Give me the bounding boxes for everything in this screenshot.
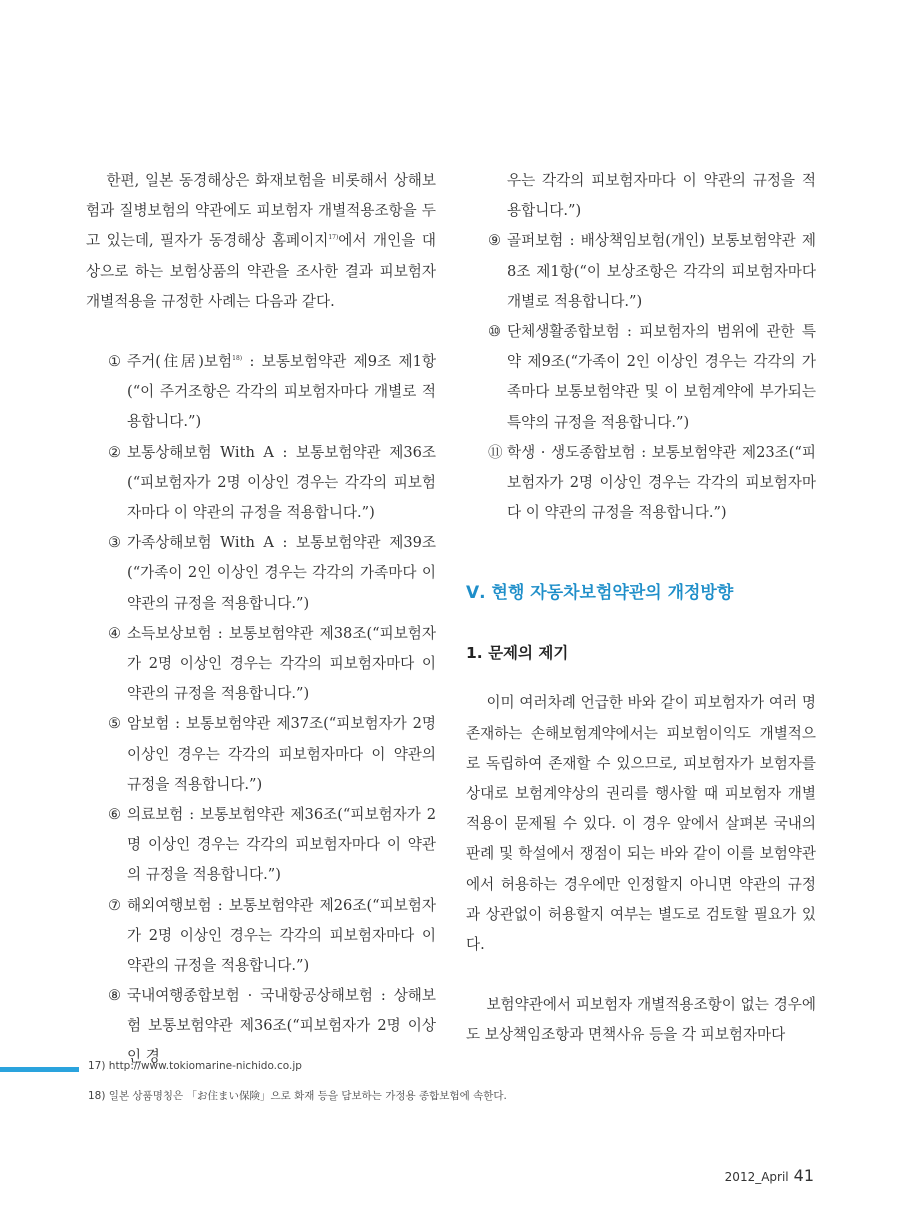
item-number: ⑧ [108,987,122,1005]
intro-text: 한편, 일본 동경해상은 화재보험을 비롯해서 상해보험과 질병보험의 약관에도 피보험자 개별적용조항을 두고 있는데, 필자가 동경해상 홈페이지 [86,172,436,250]
section-title: Ⅴ. 현행 자동차보험약관의 개정방향 [466,583,734,604]
issue-label: 2012_April [724,1170,789,1184]
item-number: ④ [108,624,122,642]
footnote-ref-18[interactable]: 18) [232,355,243,363]
item-text: 학생 · 생도종합보험 : 보통보험약관 제23조(“피보험자가 2명 이상인 경우는 각각의 피보험자마다 이 약관의 규정을 적용합니다.”) [507,443,816,522]
list-item [108,981,436,1072]
item-text: 암보험 : 보통보험약관 제37조(“피보험자가 2명 이상인 경우는 각각의 피보험자마다 이 약관의 규정을 적용합니다.”) [127,715,436,793]
intro-tail-text: 에서 개인을 대상으로 하는 보험상품의 약관을 조사한 결과 피보험자 개별적용을 규정한 사례는 다음과 같다. [86,232,436,310]
list-item [108,800,436,891]
item-number: ⑥ [108,806,122,824]
item-number: ③ [108,534,122,552]
item-number: ⑤ [108,715,122,733]
item-number: ⑨ [488,232,502,250]
intro-paragraph [86,166,436,317]
item-title: 주거(住居)보험 [127,353,233,371]
page-number: 41 [793,1166,814,1185]
item-text: 골퍼보험 : 배상책임보험(개인) 보통보험약관 제8조 제1항(“이 보상조항은 각각의 피보험자마다 개별로 적용합니다.”) [507,232,816,310]
item-number: ② [108,443,122,461]
item-number: ⑦ [108,896,122,914]
item-number: ⑩ [488,323,502,341]
list-item [108,438,436,529]
list-continuation: 우는 각각의 피보험자마다 이 약관의 규정을 적용합니다.”) [507,172,816,220]
list-item [108,709,436,800]
item-number: ① [108,353,122,371]
list-item [108,528,436,619]
list-item [108,891,436,982]
item-text: : 보통보험약관 제9조 제1항(“이 주거조항은 각각의 피보험자마다 개별로 적용합니다.”) [127,353,436,431]
item-text: 국내여행종합보험 · 국내항공상해보험 : 상해보험 보통보험약관 제36조(“피보험자가 2명 이상인 경 [127,987,436,1065]
left-column [86,166,436,1072]
list-item [488,317,816,438]
list-item [108,619,436,710]
footnote-17: 17) http://www.tokiomarine-nichido.co.jp [88,1060,302,1072]
item-text: 해외여행보험 : 보통보험약관 제26조(“피보험자가 2명 이상인 경우는 각각의 피보험자마다 이 약관의 규정을 적용합니다.”) [127,896,436,975]
footnote-18: 18) 일본 상품명칭은 「お住まい保険」으로 화재 등을 담보하는 가정용 종합보험에 속한다. [88,1090,507,1102]
list-item [488,226,816,317]
item-text: 가족상해보험 With A : 보통보험약관 제39조(“가족이 2인 이상인 경우는 각각의 가족마다 이 약관의 규정을 적용합니다.”) [127,534,436,612]
list-item [108,347,436,438]
product-list-left [86,347,436,1072]
page-footer [725,1166,814,1185]
product-list-right [466,226,816,528]
list-item [488,438,816,529]
right-column [466,166,816,1051]
item-text: 단체생활종합보험 : 피보험자의 범위에 관한 특약 제9조(“가족이 2인 이상인 경우는 각각의 가족마다 보통보험약관 및 이 보험계약에 부가되는 특약의 규정을 적용합니다.”) [507,323,816,431]
footnote-divider-bar [0,1067,79,1072]
item-text: 소득보상보험 : 보통보험약관 제38조(“피보험자가 2명 이상인 경우는 각각의 피보험자마다 이 약관의 규정을 적용합니다.”) [127,624,436,703]
footnote-ref-17[interactable]: 17) [328,234,339,242]
body-paragraph: 이미 여러차례 언급한 바와 같이 피보험자가 여러 명 존재하는 손해보험계약에서는 피보험이익도 개별적으로 독립하여 존재할 수 있으므로, 피보험자가 보험자를 상대로 보험계약상의 권리를 행사할 때 피보험자 개별적용이 문제될 수 있다. 이 경우 앞에서 살펴본 국내의 판례 및 학설에서 쟁점이 되는 바와 같이 이를 보험약관에서 허용하는 경우에만 인정할지 아니면 약관의 규정과 상관없이 허용할지 여부는 별도로 검토할 필요가 있다. [466,694,816,954]
subsection-title: 1. 문제의 제기 [466,644,569,663]
item-text: 의료보험 : 보통보험약관 제36조(“피보험자가 2명 이상인 경우는 각각의 피보험자마다 이 약관의 규정을 적용합니다.”) [127,806,436,884]
item-number: ⑪ [488,443,503,461]
item-text: 보통상해보험 With A : 보통보험약관 제36조(“피보험자가 2명 이상인 경우는 각각의 피보험자마다 이 약관의 규정을 적용합니다.”) [127,443,436,522]
body-paragraph: 보험약관에서 피보험자 개별적용조항이 없는 경우에도 보상책임조항과 면책사유 등을 각 피보험자마다 [466,996,816,1044]
